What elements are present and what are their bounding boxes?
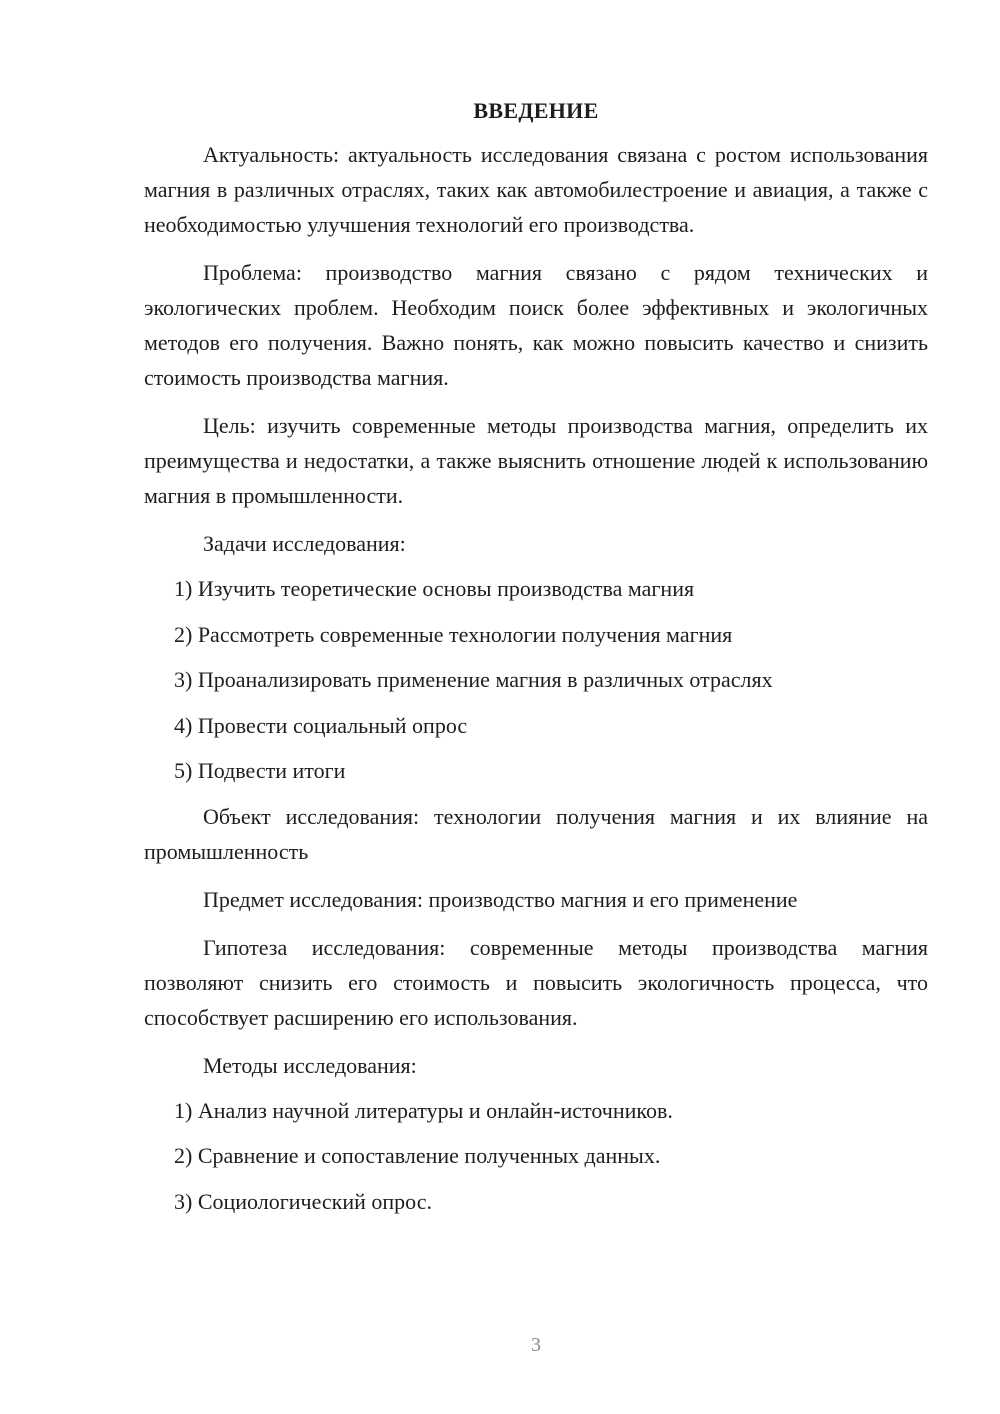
object-paragraph: Объект исследования: технологии получения магния и их влияние на промышленность — [144, 803, 928, 864]
list-item: 1) Изучить теоретические основы производства магния — [174, 576, 695, 601]
list-item: 2) Рассмотреть современные технологии получения магния — [174, 621, 733, 647]
goal-paragraph: Цель: изучить современные методы производства магния, определить их преимущества и недостатки, а также выяснить отношение людей к использованию магния в промышленности. — [144, 413, 928, 508]
list-item: 5) Подвести итоги — [174, 758, 346, 783]
section-title: ВВЕДЕНИЕ — [473, 98, 599, 123]
page-content — [144, 96, 928, 1229]
page-footer — [0, 1334, 1000, 1357]
list-item: 1) Анализ научной литературы и онлайн-источников. — [174, 1097, 673, 1123]
page-number: 3 — [531, 1334, 541, 1356]
subject-paragraph: Предмет исследования: производство магния и его применение — [203, 886, 798, 912]
tasks-list — [144, 571, 928, 788]
methods-list — [144, 1093, 928, 1219]
relevance-paragraph: Актуальность: актуальность исследования связана с ростом использования магния в различных отраслях, таких как автомобилестроение и авиация, а также с необходимостью улучшения технологий его производства. — [144, 142, 928, 237]
list-item: 4) Провести социальный опрос — [174, 712, 468, 738]
problem-paragraph: Проблема: производство магния связано с рядом технических и экологических проблем. Необходим поиск более эффективных и экологичных методов его получения. Важно понять, как можно повысить качество и снизить стоимость производства магния. — [144, 260, 928, 390]
tasks-heading: Задачи исследования: — [203, 531, 406, 556]
list-item: 3) Проанализировать применение магния в различных отраслях — [174, 667, 773, 692]
methods-heading: Методы исследования: — [203, 1052, 417, 1078]
list-item: 2) Сравнение и сопоставление полученных данных. — [174, 1143, 661, 1168]
list-item: 3) Социологический опрос. — [174, 1188, 432, 1214]
hypothesis-paragraph: Гипотеза исследования: современные методы производства магния позволяют снизить его стоимость и повысить экологичность процесса, что способствует расширению его использования. — [144, 934, 928, 1030]
